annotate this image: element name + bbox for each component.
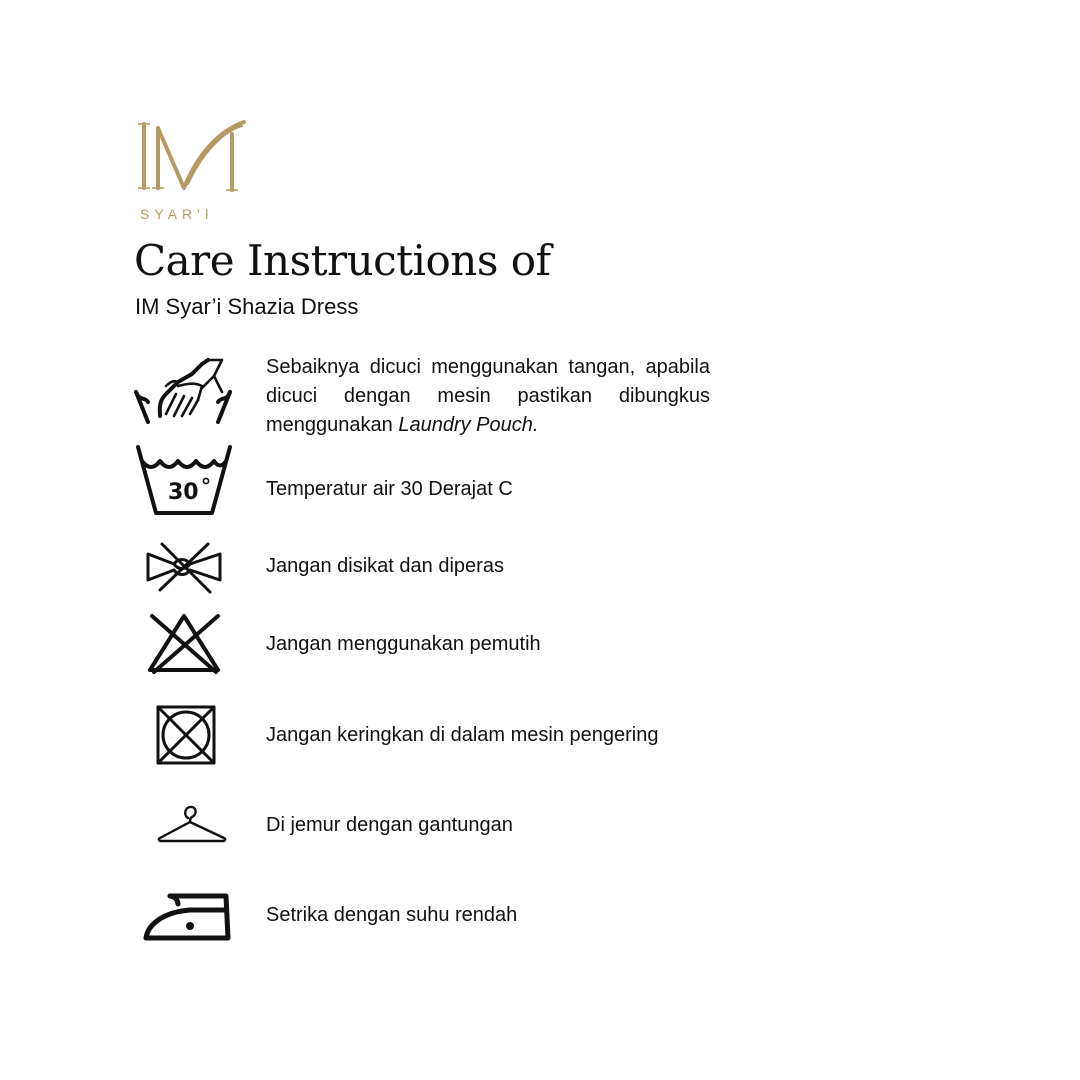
- do-not-bleach-icon: [130, 612, 230, 676]
- laundry-pouch-emphasis: Laundry Pouch.: [398, 414, 539, 436]
- instruction-text-bleach: Jangan menggunakan pemutih: [266, 633, 541, 655]
- iron-low-heat-icon: [130, 890, 236, 946]
- page-title: Care Instructions of: [134, 236, 551, 285]
- im-logo-mark: [136, 118, 248, 204]
- brand-subtext: SYAR'I: [140, 206, 214, 222]
- instruction-text-hand-wash: Sebaiknya dicuci menggunakan tangan, apabila dicuci dengan mesin pastikan dibungkus menggunakan Laundry Pouch.: [266, 356, 710, 436]
- hanger-icon: [130, 802, 230, 846]
- instruction-text-hanger: Di jemur dengan gantungan: [266, 814, 513, 836]
- hand-wash-icon: [130, 356, 236, 426]
- do-not-tumble-dry-icon: [130, 704, 230, 768]
- instruction-text-dryer: Jangan keringkan di dalam mesin pengering: [266, 724, 659, 746]
- instruction-text-iron: Setrika dengan suhu rendah: [266, 904, 518, 926]
- page-subtitle: IM Syar’i Shazia Dress: [135, 294, 359, 319]
- do-not-wring-icon: [130, 540, 230, 598]
- instruction-text-temperature: Temperatur air 30 Derajat C: [266, 478, 513, 500]
- svg-text:30: 30: [168, 480, 199, 505]
- instruction-text-wring: Jangan disikat dan diperas: [266, 555, 504, 577]
- wash-30-degrees-icon: [130, 443, 238, 517]
